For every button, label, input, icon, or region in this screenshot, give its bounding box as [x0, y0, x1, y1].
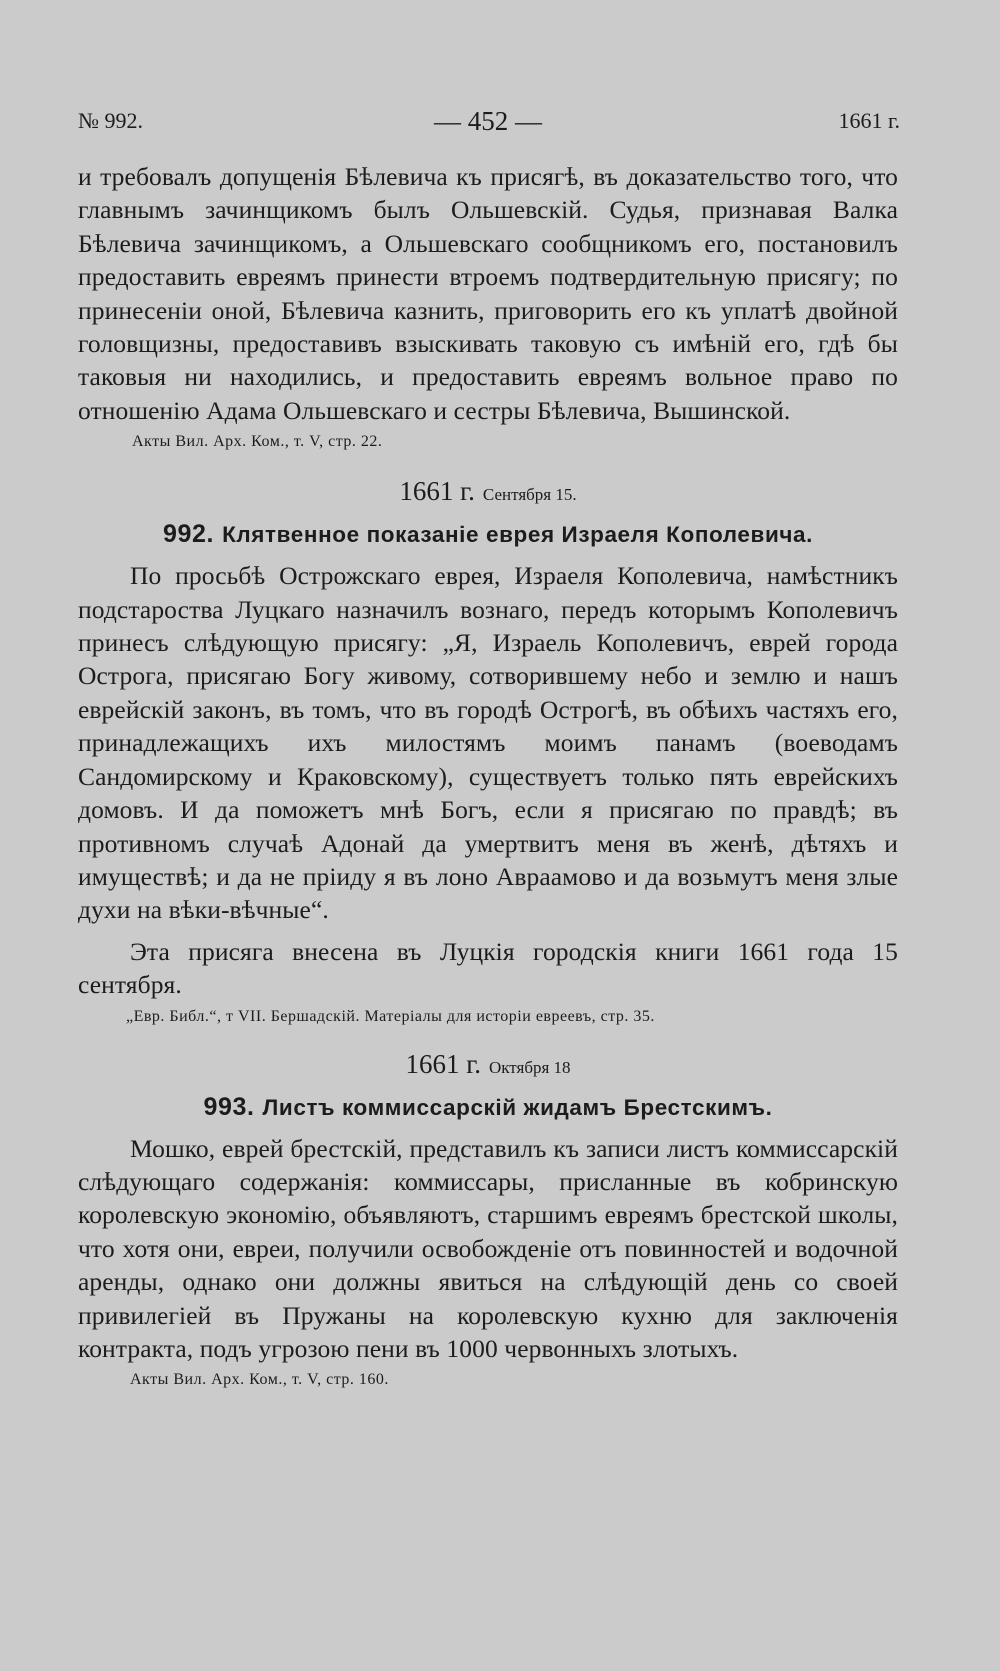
section-992-number: 992. — [163, 520, 215, 549]
section-992-source: „Евр. Библ.“, т VII. Бершадскій. Матеріалы для исторіи евреевъ, стр. 35. — [126, 1007, 655, 1025]
section-993-heading — [78, 1090, 898, 1124]
section-992-date — [78, 473, 898, 509]
intro-paragraph: и требовалъ допущенія Бѣлевича къ присягѣ, въ доказательство того, что главнымъ зачинщикомъ былъ Ольшевскій. Судья, признавая Валка Бѣлевича зачинщикомъ, а Ольшевскаго сообщникомъ его, постановилъ предоставить евреямъ принести втроемъ подтвердительную присягу; по принесеніи оной, Бѣлевича казнить, приговорить его къ уплатѣ двойной головщизны, предоставивъ взыскивать таковую съ имѣній его, гдѣ бы таковыя ни находились, и предоставить евреямъ вольное право по отношенію Адама Ольшевскаго и сестры Бѣлевича, Вышинской. — [78, 162, 898, 425]
section-992-title: Клятвенное показаніе еврея Израеля Кополевича. — [222, 522, 813, 548]
page-number: — 452 — — [434, 106, 542, 136]
section-993-number: 993. — [203, 1092, 255, 1121]
intro-source: Акты Вил. Арх. Ком., т. V, стр. 22. — [132, 433, 383, 451]
document-page — [78, 108, 898, 1391]
document-number: № 992. — [78, 108, 143, 133]
section-993-day: Октября 18 — [488, 1057, 571, 1077]
section-993-paragraph-1: Мошко, еврей брестскій, представилъ къ записи листъ коммиссарскій слѣдующаго содержанія: коммиссары, присланные въ кобринскую королевскую экономію, объявляютъ, старшимъ евреямъ брестской школы, что хотя они, евреи, получили освобожденіе отъ повинностей и водочной аренды, однако они должны явиться на слѣдующій день со своей привилегіей въ Пружаны на королевскую кухню для заключенія контракта, подъ угрозою пени въ 1000 червонныхъ злотыхъ. — [78, 1133, 898, 1363]
section-993-year: 1661 г. — [405, 1048, 481, 1079]
section-992-heading — [78, 517, 898, 551]
header-year: 1661 г. — [838, 108, 900, 133]
section-992-paragraph-2: Эта присяга внесена въ Луцкія городскія книги 1661 года 15 сентября. — [78, 936, 898, 1000]
section-993-source: Акты Вил. Арх. Ком., т. V, стр. 160. — [130, 1371, 389, 1389]
running-header — [78, 108, 898, 144]
section-992-paragraph-1: По просьбѣ Острожскаго еврея, Израеля Кополевича, намѣстникъ подстароства Луцкаго назначилъ вознаго, передъ которымъ Кополевичъ принесъ слѣдующую присягу: „Я, Израель Кополевичъ, еврей города Острога, присягаю Богу живому, сотворившему небо и землю и нашъ еврейскій законъ, въ томъ, что въ городѣ Острогѣ, въ обѣихъ частяхъ его, принадлежащихъ ихъ милостямъ моимъ панамъ (воеводамъ Сандомирскому и Краковскому), существуетъ только пять еврейскихъ домовъ. И да поможетъ мнѣ Богъ, если я присягаю по правдѣ; въ противномъ случаѣ Адонай да умертвитъ меня въ женѣ, дѣтяхъ и имуществѣ; и да не пріиду я въ лоно Авраамово и да возьмутъ меня злые духи на вѣки-вѣчные“. — [78, 561, 898, 925]
section-992-day: Сентября 15. — [482, 485, 577, 505]
section-993-title: Листъ коммиссарскій жидамъ Брестскимъ. — [262, 1094, 773, 1120]
section-993-date — [78, 1046, 898, 1082]
section-992-year: 1661 г. — [399, 476, 475, 507]
